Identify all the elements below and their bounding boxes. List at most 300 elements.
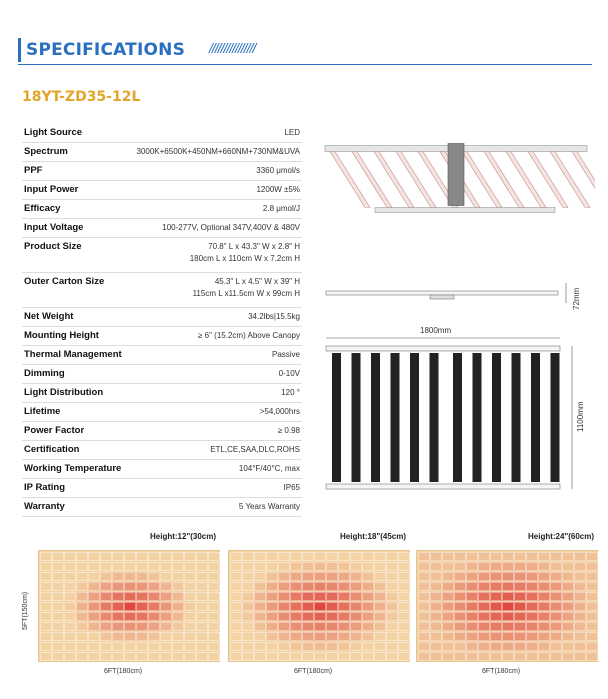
ppfd-cell (64, 582, 76, 591)
ppfd-cell (314, 632, 326, 641)
ppfd-cell (196, 652, 208, 661)
ppfd-cell (124, 602, 136, 611)
ppfd-cell (278, 642, 290, 651)
ppfd-cell (398, 612, 410, 621)
ppfd-cell (302, 562, 314, 571)
ppfd-cell (550, 652, 562, 661)
ppfd-cell (254, 572, 266, 581)
lamp-bar (528, 152, 568, 208)
ppfd-cell (398, 572, 410, 581)
ppfd-cell (490, 572, 502, 581)
ppfd-cell (242, 582, 254, 591)
spec-label: Dimming (24, 368, 65, 379)
ppfd-cell (196, 642, 208, 651)
ppfd-cell (172, 602, 184, 611)
ppfd-cell (160, 552, 172, 561)
ppfd-cell (502, 552, 514, 561)
ppfd-cell (374, 622, 386, 631)
spec-value-line: 1200W ±5% (256, 185, 300, 194)
ppfd-cell (418, 562, 430, 571)
ppfd-cell (538, 582, 550, 591)
ppfd-cell (574, 652, 586, 661)
ppfd-cell (574, 622, 586, 631)
ppfd-cell (230, 602, 242, 611)
spec-value (256, 184, 300, 196)
ppfd-cell (290, 602, 302, 611)
spec-value-line: 2.8 μmol/J (262, 204, 300, 213)
top-view-bar (391, 353, 400, 482)
ppfd-cell (466, 602, 478, 611)
ppfd-cell (386, 592, 398, 601)
ppfd-cell (374, 582, 386, 591)
ppfd-cell (124, 552, 136, 561)
ppfd-cell (442, 552, 454, 561)
spec-row (22, 238, 302, 273)
ppfd-cell (64, 562, 76, 571)
ppfd-cell (562, 552, 574, 561)
ppfd-cell (136, 572, 148, 581)
ppfd-cell (184, 602, 196, 611)
ppfd-cell (326, 562, 338, 571)
ppfd-cell (386, 642, 398, 651)
ppfd-cell (442, 632, 454, 641)
ppfd-cell (338, 552, 350, 561)
spec-value (284, 127, 300, 139)
ppfd-cell (230, 592, 242, 601)
ppfd-cell (418, 602, 430, 611)
ppfd-cell (266, 652, 278, 661)
ppfd-cell (76, 572, 88, 581)
ppfd-cell (148, 592, 160, 601)
ppfd-grid-18in (228, 550, 410, 662)
ppfd-cell (172, 562, 184, 571)
ppfd-cell (208, 612, 220, 621)
ppfd-cell (430, 572, 442, 581)
spec-label: Outer Carton Size (24, 276, 105, 287)
ppfd-cell (52, 572, 64, 581)
ppfd-cell (574, 562, 586, 571)
ppfd-cell (374, 642, 386, 651)
ppfd-cell (40, 642, 52, 651)
ppfd-cell (52, 642, 64, 651)
ppfd-cell (466, 592, 478, 601)
ppfd-cell (502, 612, 514, 621)
ppfd-cell (136, 582, 148, 591)
ppfd-cell (514, 582, 526, 591)
spec-value (239, 501, 300, 513)
ppfd-cell (52, 562, 64, 571)
spec-value-line: 5 Years Warranty (238, 502, 300, 511)
ppfd-cell (100, 562, 112, 571)
spec-row (22, 441, 302, 460)
ppfd-grid-12in (38, 550, 220, 662)
lamp-bar (550, 152, 590, 208)
ppfd-cell (350, 622, 362, 631)
ppfd-cell (454, 582, 466, 591)
ppfd-cell (314, 562, 326, 571)
ppfd-cell (386, 562, 398, 571)
ppfd-cell (208, 622, 220, 631)
ppfd-cell (398, 632, 410, 641)
ppfd-cell (172, 642, 184, 651)
ppfd-cell (172, 622, 184, 631)
ppfd-cell (160, 652, 172, 661)
ppfd-cell (478, 582, 490, 591)
ppfd-maps (22, 530, 608, 699)
ppfd-cell (266, 572, 278, 581)
ppfd-cell (398, 562, 410, 571)
ppfd-cell (326, 552, 338, 561)
ppfd-cell (430, 552, 442, 561)
ppfd-cell (374, 592, 386, 601)
ppfd-cell (386, 612, 398, 621)
ppfd-cell (184, 552, 196, 561)
ppfd-cell (230, 572, 242, 581)
ppfd-cell (278, 652, 290, 661)
ppfd-cell (112, 582, 124, 591)
spec-value (248, 311, 300, 323)
ppfd-cell (100, 642, 112, 651)
ppfd-cell (184, 622, 196, 631)
spec-label: Net Weight (24, 311, 74, 322)
ppfd-cell (52, 592, 64, 601)
ppfd-cell (514, 612, 526, 621)
depth-dimension: 1100mm (576, 401, 585, 432)
ppfd-cell (112, 632, 124, 641)
ppfd-cell (266, 562, 278, 571)
spec-value (263, 203, 300, 215)
height-dimension: 72mm (572, 287, 581, 310)
lamp-bar (352, 152, 392, 208)
ppfd-cell (418, 572, 430, 581)
ppfd-cell (386, 602, 398, 611)
ppfd-cell (362, 582, 374, 591)
ppfd-cell (550, 622, 562, 631)
ppfd-cell (538, 622, 550, 631)
ppfd-cell (266, 602, 278, 611)
ppfd-cell (172, 552, 184, 561)
spec-value (278, 425, 300, 437)
spec-value (272, 349, 300, 361)
ppfd-cell (454, 572, 466, 581)
ppfd-cell (124, 652, 136, 661)
ppfd-cell (314, 622, 326, 631)
ppfd-cell (326, 572, 338, 581)
ppfd-cell (100, 572, 112, 581)
ppfd-cell (88, 582, 100, 591)
ppfd-cell (100, 592, 112, 601)
ppfd-cell (242, 632, 254, 641)
ppfd-cell (538, 632, 550, 641)
ppfd-cell (326, 602, 338, 611)
ppfd-cell (550, 582, 562, 591)
ppfd-cell (338, 562, 350, 571)
ppfd-cell (230, 622, 242, 631)
ppfd-cell (64, 642, 76, 651)
ppfd-cell (112, 642, 124, 651)
ppfd-cell (338, 612, 350, 621)
spec-value (279, 368, 300, 380)
ppfd-cell (172, 572, 184, 581)
ppfd-cell (514, 572, 526, 581)
ppfd-cell (40, 582, 52, 591)
spec-value-line: ETL,CE,SAA,DLC,ROHS (210, 445, 300, 454)
ppfd-cell (64, 622, 76, 631)
spec-value (260, 406, 300, 418)
ppfd-cell (586, 562, 598, 571)
ppfd-cell (64, 572, 76, 581)
ppfd-cell (314, 602, 326, 611)
ppfd-cell (326, 642, 338, 651)
ppfd-cell (350, 632, 362, 641)
spec-label: Efficacy (24, 203, 61, 214)
spec-label: PPF (24, 165, 43, 176)
spec-value (193, 276, 300, 300)
ppfd-cell (266, 642, 278, 651)
ppfd-cell (442, 562, 454, 571)
lamp-top-view (322, 334, 582, 494)
ppfd-cell (76, 582, 88, 591)
ppfd-cell (514, 622, 526, 631)
ppfd-cell (290, 592, 302, 601)
ppfd-cell (326, 612, 338, 621)
ppfd-cell (208, 652, 220, 661)
ppfd-cell (490, 602, 502, 611)
ppfd-cell (362, 602, 374, 611)
ppfd-cell (100, 632, 112, 641)
ppfd-cell (362, 592, 374, 601)
spec-value-line: 115cm L x11.5cm W x 99cm H (192, 289, 300, 298)
spec-value (239, 463, 300, 475)
ppfd-cell (290, 552, 302, 561)
ppfd-cell (76, 612, 88, 621)
spec-label: Certification (24, 444, 80, 455)
ppfd-cell (398, 642, 410, 651)
ppfd-cell (338, 572, 350, 581)
ppfd-cell (184, 582, 196, 591)
ppfd-cell (64, 592, 76, 601)
ppfd-cell (208, 602, 220, 611)
ppfd-cell (550, 562, 562, 571)
ppfd-cell (64, 652, 76, 661)
ppfd-cell (574, 552, 586, 561)
ppfd-cell (362, 552, 374, 561)
ppfd-cell (490, 652, 502, 661)
ppfd-cell (278, 622, 290, 631)
ppfd-cell (208, 572, 220, 581)
ppfd-cell (418, 612, 430, 621)
ppfd-cell (442, 652, 454, 661)
ppfd-cell (362, 652, 374, 661)
ppfd-cell (442, 582, 454, 591)
ppfd-cell (290, 642, 302, 651)
ppfd-cell (112, 572, 124, 581)
section-header (18, 38, 592, 64)
ppfd-cell (88, 652, 100, 661)
ppfd-cell (338, 602, 350, 611)
top-view-bar (430, 353, 439, 482)
ppfd-cell (338, 622, 350, 631)
ppfd-cell (148, 602, 160, 611)
ppfd-cell (574, 572, 586, 581)
ppfd-cell (562, 632, 574, 641)
ppfd-cell (418, 652, 430, 661)
ppfd-cell (314, 582, 326, 591)
spec-value-line: 45.3" L x 4.5" W x 39" H (214, 277, 300, 286)
ppfd-cell (514, 602, 526, 611)
ppfd-cell (160, 582, 172, 591)
ppfd-cell (538, 562, 550, 571)
ppfd-cell (338, 632, 350, 641)
ppfd-cell (124, 572, 136, 581)
top-view-bar (371, 353, 380, 482)
spec-row (22, 273, 302, 308)
ppfd-cell (538, 552, 550, 561)
ppfd-cell (562, 642, 574, 651)
ppfd-cell (40, 602, 52, 611)
ppfd-cell (502, 562, 514, 571)
ppfd-cell (442, 612, 454, 621)
ppfd-cell (88, 562, 100, 571)
ppfd-cell (418, 582, 430, 591)
ppfd-cell (88, 592, 100, 601)
ppfd-cell (490, 622, 502, 631)
ppfd-cell (290, 582, 302, 591)
ppfd-cell (562, 562, 574, 571)
ppfd-cell (418, 622, 430, 631)
ppfd-cell (398, 602, 410, 611)
map-side-label: 5FT(150cm) (22, 591, 29, 630)
ppfd-cell (160, 562, 172, 571)
ppfd-cell (124, 622, 136, 631)
ppfd-cell (100, 602, 112, 611)
spec-row (22, 460, 302, 479)
ppfd-cell (386, 652, 398, 661)
ppfd-cell (112, 622, 124, 631)
ppfd-cell (52, 612, 64, 621)
top-view-bar (453, 353, 462, 482)
ppfd-cell (374, 572, 386, 581)
ppfd-cell (338, 652, 350, 661)
ppfd-cell (242, 552, 254, 561)
ppfd-cell (562, 622, 574, 631)
header-decoration: //////////////// (209, 40, 256, 56)
ppfd-cell (478, 552, 490, 561)
ppfd-cell (88, 572, 100, 581)
ppfd-cell (266, 552, 278, 561)
ppfd-cell (208, 642, 220, 651)
ppfd-cell (338, 592, 350, 601)
ppfd-cell (208, 562, 220, 571)
ppfd-cell (230, 642, 242, 651)
ppfd-cell (574, 602, 586, 611)
ppfd-cell (148, 642, 160, 651)
ppfd-cell (466, 632, 478, 641)
ppfd-cell (350, 642, 362, 651)
header-bar (18, 38, 21, 62)
ppfd-cell (314, 652, 326, 661)
ppfd-cell (148, 622, 160, 631)
ppfd-cell (40, 562, 52, 571)
lamp-perspective-image (320, 135, 595, 220)
ppfd-cell (326, 592, 338, 601)
ppfd-cell (350, 582, 362, 591)
ppfd-cell (124, 582, 136, 591)
ppfd-cell (266, 622, 278, 631)
ppfd-cell (184, 562, 196, 571)
ppfd-cell (64, 602, 76, 611)
ppfd-cell (430, 582, 442, 591)
spec-row (22, 365, 302, 384)
ppfd-cell (254, 642, 266, 651)
model-number: 18YT-ZD35-12L (22, 89, 141, 105)
ppfd-cell (124, 612, 136, 621)
spec-value-line: 70.8" L x 43.3" W x 2.8" H (208, 242, 300, 251)
ppfd-cell (100, 622, 112, 631)
map-bottom-label-1: 6FT(180cm) (104, 668, 143, 675)
ppfd-cell (386, 622, 398, 631)
spec-value-line: IP65 (283, 483, 300, 492)
ppfd-cell (418, 592, 430, 601)
ppfd-cell (290, 622, 302, 631)
spec-row (22, 143, 302, 162)
width-dimension: 1800mm (420, 326, 452, 335)
ppfd-cell (526, 582, 538, 591)
ppfd-cell (302, 572, 314, 581)
ppfd-cell (208, 592, 220, 601)
ppfd-cell (454, 632, 466, 641)
ppfd-cell (514, 592, 526, 601)
ppfd-cell (40, 622, 52, 631)
ppfd-cell (350, 652, 362, 661)
ppfd-cell (526, 612, 538, 621)
ppfd-cell (76, 562, 88, 571)
ppfd-cell (76, 602, 88, 611)
ppfd-cell (442, 642, 454, 651)
spec-value-line: 0-10V (278, 369, 300, 378)
lamp-bar (484, 152, 524, 208)
ppfd-cell (124, 562, 136, 571)
ppfd-cell (40, 632, 52, 641)
ppfd-cell (64, 632, 76, 641)
spec-label: Lifetime (24, 406, 61, 417)
ppfd-cell (172, 632, 184, 641)
map-bottom-label-3: 6FT(180cm) (482, 668, 521, 675)
ppfd-cell (100, 552, 112, 561)
ppfd-cell (550, 572, 562, 581)
ppfd-cell (502, 582, 514, 591)
spec-label: Input Power (24, 184, 79, 195)
ppfd-cell (76, 592, 88, 601)
ppfd-cell (338, 642, 350, 651)
ppfd-cell (538, 602, 550, 611)
spec-label: Light Distribution (24, 387, 104, 398)
ppfd-cell (398, 622, 410, 631)
ppfd-cell (398, 652, 410, 661)
ppfd-cell (562, 572, 574, 581)
ppfd-cell (454, 642, 466, 651)
ppfd-cell (278, 602, 290, 611)
ppfd-cell (254, 552, 266, 561)
ppfd-cell (374, 602, 386, 611)
ppfd-cell (350, 562, 362, 571)
ppfd-cell (526, 642, 538, 651)
ppfd-cell (502, 642, 514, 651)
ppfd-cell (88, 602, 100, 611)
ppfd-cell (374, 612, 386, 621)
ppfd-cell (526, 552, 538, 561)
ppfd-cell (242, 642, 254, 651)
